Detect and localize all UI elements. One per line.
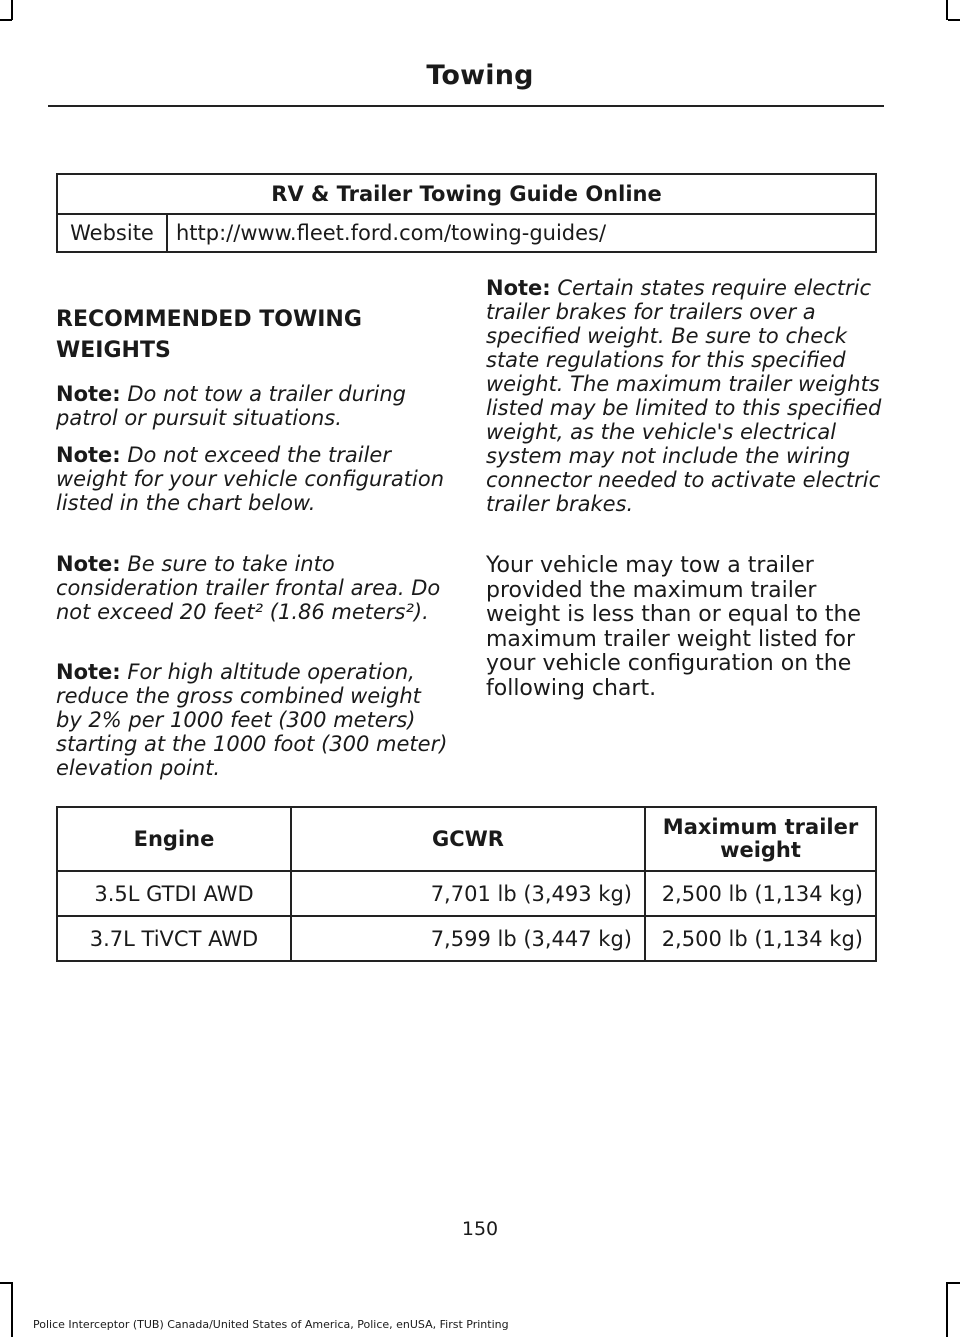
crop-mark bbox=[0, 1282, 12, 1284]
note-label: Note: bbox=[486, 276, 551, 300]
note-exceed-weight bbox=[56, 443, 452, 515]
section-heading-line: RECOMMENDED TOWING bbox=[56, 307, 362, 332]
note-frontal-area bbox=[56, 552, 452, 624]
footer-text: Police Interceptor (TUB) Canada/United States of America, Police, enUSA, First Printing bbox=[33, 1318, 509, 1331]
gcwr-cell: 7,599 lb (3,447 kg) bbox=[291, 916, 645, 961]
title-divider bbox=[48, 105, 884, 107]
crop-mark bbox=[946, 0, 948, 20]
note-text: Certain states require electric trailer brakes for trailers over a specified weight. Be sure to check state regulations for this specified weight. The maximum trailer weights listed may be limited to this specified weight, as the vehicle's electrical system may not include the wiring connector needed to activate electric trailer brakes. bbox=[486, 276, 882, 516]
section-heading-line: WEIGHTS bbox=[56, 338, 171, 363]
crop-mark bbox=[948, 19, 960, 21]
engine-cell: 3.5L GTDI AWD bbox=[57, 871, 291, 916]
website-label: Website bbox=[57, 214, 167, 252]
guide-table-title: RV & Trailer Towing Guide Online bbox=[57, 174, 876, 214]
towing-paragraph: Your vehicle may tow a trailer provided the maximum trailer weight is less than or equal to the maximum trailer weight listed for your vehicle configuration on the following chart. bbox=[486, 553, 861, 701]
page-title: Towing bbox=[426, 60, 534, 91]
note-label: Note: bbox=[56, 382, 121, 406]
page-number: 150 bbox=[461, 1218, 499, 1240]
crop-mark bbox=[0, 19, 12, 21]
note-text: For high altitude operation, reduce the gross combined weight by 2% per 1000 feet (300 meters) starting at the 1000 foot (300 meter) elevation point. bbox=[56, 660, 448, 780]
note-label: Note: bbox=[56, 552, 121, 576]
max-weight-cell: 2,500 lb (1,134 kg) bbox=[645, 871, 876, 916]
note-electric-brakes bbox=[486, 276, 882, 516]
crop-mark bbox=[11, 1282, 13, 1337]
towing-weights-table bbox=[56, 806, 877, 962]
note-text: Be sure to take into consideration trailer frontal area. Do not exceed 20 feet² (1.86 meters²). bbox=[56, 552, 441, 624]
note-text: Do not tow a trailer during patrol or pursuit situations. bbox=[56, 382, 406, 430]
table-row bbox=[57, 916, 876, 961]
website-url: http://www.fleet.ford.com/towing-guides/ bbox=[167, 214, 876, 252]
crop-mark bbox=[948, 1282, 960, 1284]
note-label: Note: bbox=[56, 443, 121, 467]
note-text: Do not exceed the trailer weight for your vehicle configuration listed in the chart below. bbox=[56, 443, 445, 515]
crop-mark bbox=[946, 1282, 948, 1337]
crop-mark bbox=[11, 0, 13, 20]
section-heading bbox=[56, 304, 436, 366]
max-weight-cell: 2,500 lb (1,134 kg) bbox=[645, 916, 876, 961]
note-label: Note: bbox=[56, 660, 121, 684]
header-max-trailer-weight: Maximum trailer weight bbox=[645, 807, 876, 871]
table-row bbox=[57, 871, 876, 916]
header-gcwr: GCWR bbox=[291, 807, 645, 871]
gcwr-cell: 7,701 lb (3,493 kg) bbox=[291, 871, 645, 916]
engine-cell: 3.7L TiVCT AWD bbox=[57, 916, 291, 961]
note-patrol bbox=[56, 382, 452, 430]
note-high-altitude bbox=[56, 660, 452, 780]
header-engine: Engine bbox=[57, 807, 291, 871]
towing-guide-table bbox=[56, 173, 877, 253]
